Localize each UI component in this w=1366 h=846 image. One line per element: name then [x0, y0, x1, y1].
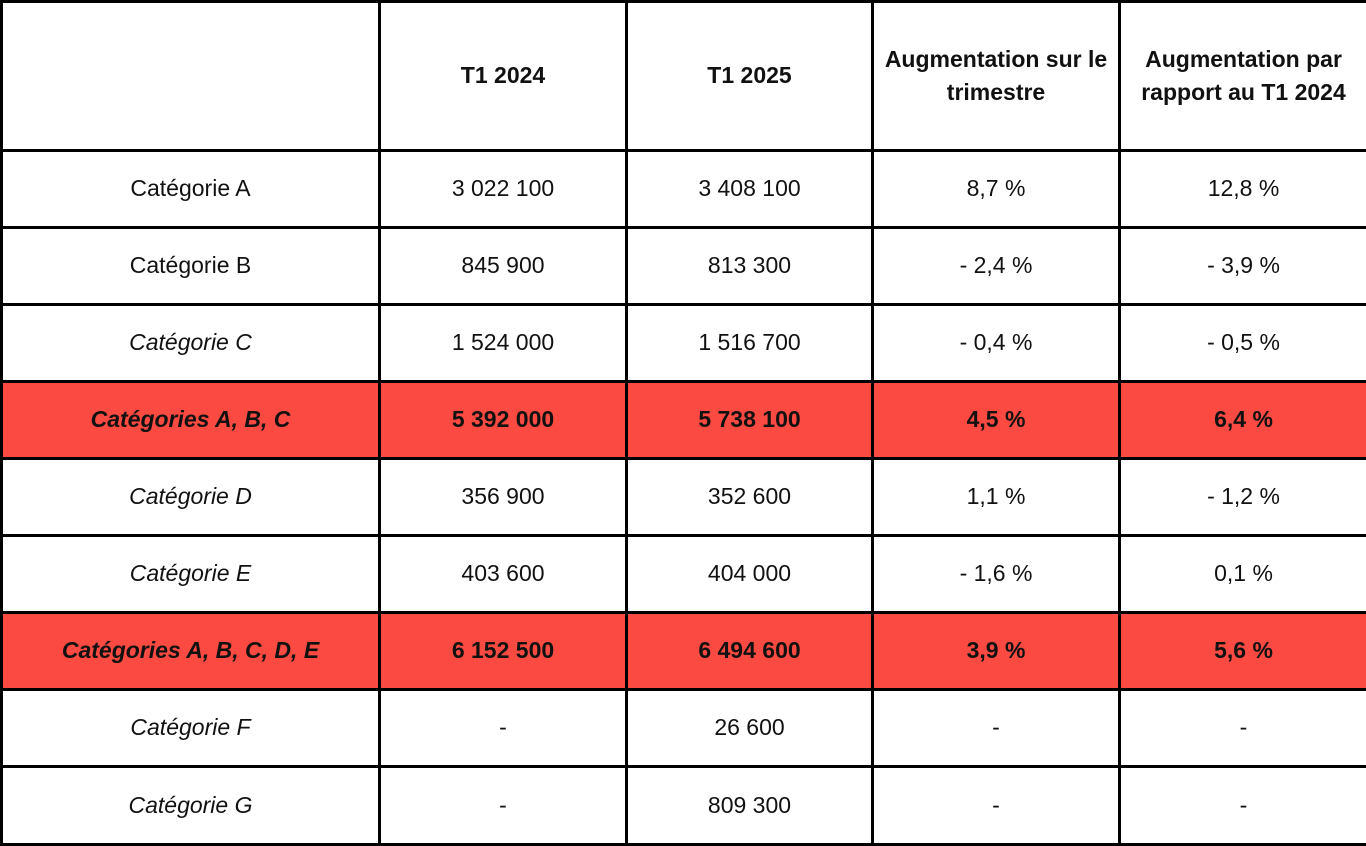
row-value-cell: 3 022 100 [380, 151, 627, 228]
row-value-cell: 809 300 [627, 767, 873, 845]
row-value-cell: 6 152 500 [380, 613, 627, 690]
table-body [2, 151, 1366, 845]
row-value-cell: 3 408 100 [627, 151, 873, 228]
table-row [2, 767, 1366, 845]
table-row [2, 459, 1366, 536]
row-value-cell: - 0,5 % [1120, 305, 1366, 382]
row-value-cell: 5,6 % [1120, 613, 1366, 690]
row-value-cell: 12,8 % [1120, 151, 1366, 228]
row-value-cell: - [1120, 767, 1366, 845]
row-label: Catégorie G [2, 767, 380, 845]
header-row [2, 2, 1366, 151]
row-value-cell: - [1120, 690, 1366, 767]
row-label: Catégorie C [2, 305, 380, 382]
row-label: Catégorie F [2, 690, 380, 767]
row-value-cell: 3,9 % [873, 613, 1120, 690]
row-value-cell: 26 600 [627, 690, 873, 767]
row-value-cell: 8,7 % [873, 151, 1120, 228]
header-cell-t1-2024: T1 2024 [380, 2, 627, 151]
table-row [2, 690, 1366, 767]
row-value-cell: 403 600 [380, 536, 627, 613]
row-label: Catégorie A [2, 151, 380, 228]
row-value-cell: 813 300 [627, 228, 873, 305]
row-value-cell: 356 900 [380, 459, 627, 536]
row-value-cell: - 1,2 % [1120, 459, 1366, 536]
row-value-cell: - [873, 690, 1120, 767]
row-value-cell: 4,5 % [873, 382, 1120, 459]
row-value-cell: - [380, 690, 627, 767]
row-value-cell: 6,4 % [1120, 382, 1366, 459]
row-value-cell: 0,1 % [1120, 536, 1366, 613]
row-value-cell: 5 392 000 [380, 382, 627, 459]
row-value-cell: 6 494 600 [627, 613, 873, 690]
row-value-cell: 404 000 [627, 536, 873, 613]
row-label: Catégorie E [2, 536, 380, 613]
header-cell-t1-2025: T1 2025 [627, 2, 873, 151]
row-label: Catégorie D [2, 459, 380, 536]
table-row-total [2, 382, 1366, 459]
table-row-total [2, 613, 1366, 690]
row-value-cell: 845 900 [380, 228, 627, 305]
table-row [2, 305, 1366, 382]
table-row [2, 228, 1366, 305]
row-value-cell: 5 738 100 [627, 382, 873, 459]
row-label: Catégorie B [2, 228, 380, 305]
row-value-cell: 1 516 700 [627, 305, 873, 382]
row-value-cell: - 0,4 % [873, 305, 1120, 382]
row-value-cell: - [380, 767, 627, 845]
table-row [2, 536, 1366, 613]
header-cell-yearly-increase: Augmentation par rapport au T1 2024 [1120, 2, 1366, 151]
row-value-cell: - [873, 767, 1120, 845]
row-value-cell: - 3,9 % [1120, 228, 1366, 305]
table-row [2, 151, 1366, 228]
row-value-cell: - 1,6 % [873, 536, 1120, 613]
row-label: Catégories A, B, C [2, 382, 380, 459]
row-value-cell: - 2,4 % [873, 228, 1120, 305]
row-label: Catégories A, B, C, D, E [2, 613, 380, 690]
row-value-cell: 1,1 % [873, 459, 1120, 536]
header-cell-empty [2, 2, 380, 151]
header-cell-quarter-increase: Augmentation sur le trimestre [873, 2, 1120, 151]
row-value-cell: 352 600 [627, 459, 873, 536]
row-value-cell: 1 524 000 [380, 305, 627, 382]
